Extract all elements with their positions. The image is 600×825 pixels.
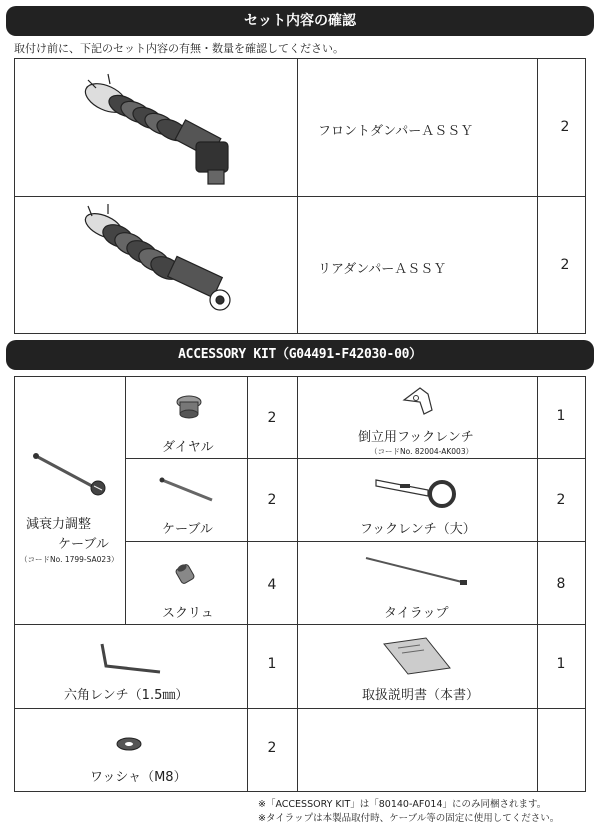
item-manual-name: 取扱説明書（本書） xyxy=(362,688,480,703)
item-front-damper-name: フロントダンパーＡＳＳＹ xyxy=(318,124,474,139)
front-damper-icon xyxy=(78,70,248,190)
item-dial-name: ダイヤル xyxy=(162,440,214,455)
item-cable-tie-name: タイラップ xyxy=(384,606,449,621)
item-hex-wrench-name: 六角レンチ（1.5㎜） xyxy=(64,688,189,703)
inverted-hook-wrench-icon xyxy=(398,384,438,418)
item-manual-qty: 1 xyxy=(556,656,566,672)
hook-wrench-icon xyxy=(372,472,462,508)
item-hex-wrench-qty: 1 xyxy=(267,656,277,672)
item-hook-wrench-qty: 2 xyxy=(556,492,566,508)
item-cable-name: ケーブル xyxy=(162,522,213,537)
manual-icon xyxy=(380,636,454,676)
cable-tie-icon xyxy=(362,554,472,590)
note-cable-tie: ※タイラップは本製品取付時、ケーブル等の固定に使用してください。 xyxy=(258,813,560,824)
item-inverted-hook-wrench-qty: 1 xyxy=(556,408,566,424)
cable-group-code: （コードNo. 1799-SA023） xyxy=(20,555,119,564)
accessory-kit-table xyxy=(14,376,586,792)
item-washer-name: ワッシャ（M8） xyxy=(90,770,187,785)
rear-damper-icon xyxy=(78,204,248,324)
item-rear-damper-qty: 2 xyxy=(560,257,570,273)
adjust-cable-icon xyxy=(30,450,110,500)
hex-wrench-icon xyxy=(98,640,166,676)
accessory-kit-header: ACCESSORY KIT（G04491-F42030-00） xyxy=(6,340,594,370)
item-washer-qty: 2 xyxy=(267,740,277,756)
note-accessory-kit: ※「ACCESSORY KIT」は「80140-AF014」にのみ同梱されます。 xyxy=(258,799,547,810)
item-hook-wrench-name: フックレンチ（大） xyxy=(360,522,476,537)
item-dial-qty: 2 xyxy=(267,410,277,426)
item-screw-name: スクリュ xyxy=(162,606,214,621)
cable-group-name-line1: 減衰力調整 xyxy=(26,517,92,532)
item-cable-qty: 2 xyxy=(267,492,277,508)
dial-icon xyxy=(172,392,206,422)
set-contents-header: セット内容の確認 xyxy=(6,6,594,36)
washer-icon xyxy=(114,734,144,754)
screw-icon xyxy=(172,560,202,586)
item-inverted-hook-wrench-code: （コードNo. 82004-AK003） xyxy=(370,447,474,456)
item-inverted-hook-wrench-name: 倒立用フックレンチ xyxy=(358,430,474,445)
item-cable-tie-qty: 8 xyxy=(556,576,566,592)
cable-group-name-line2: ケーブル xyxy=(58,537,109,552)
cable-icon xyxy=(158,476,218,504)
item-rear-damper-name: リアダンパーＡＳＳＹ xyxy=(318,262,447,277)
intro-text: 取付け前に、下記のセット内容の有無・数量を確認してください。 xyxy=(14,42,344,55)
item-front-damper-qty: 2 xyxy=(560,119,570,135)
item-screw-qty: 4 xyxy=(267,577,277,593)
